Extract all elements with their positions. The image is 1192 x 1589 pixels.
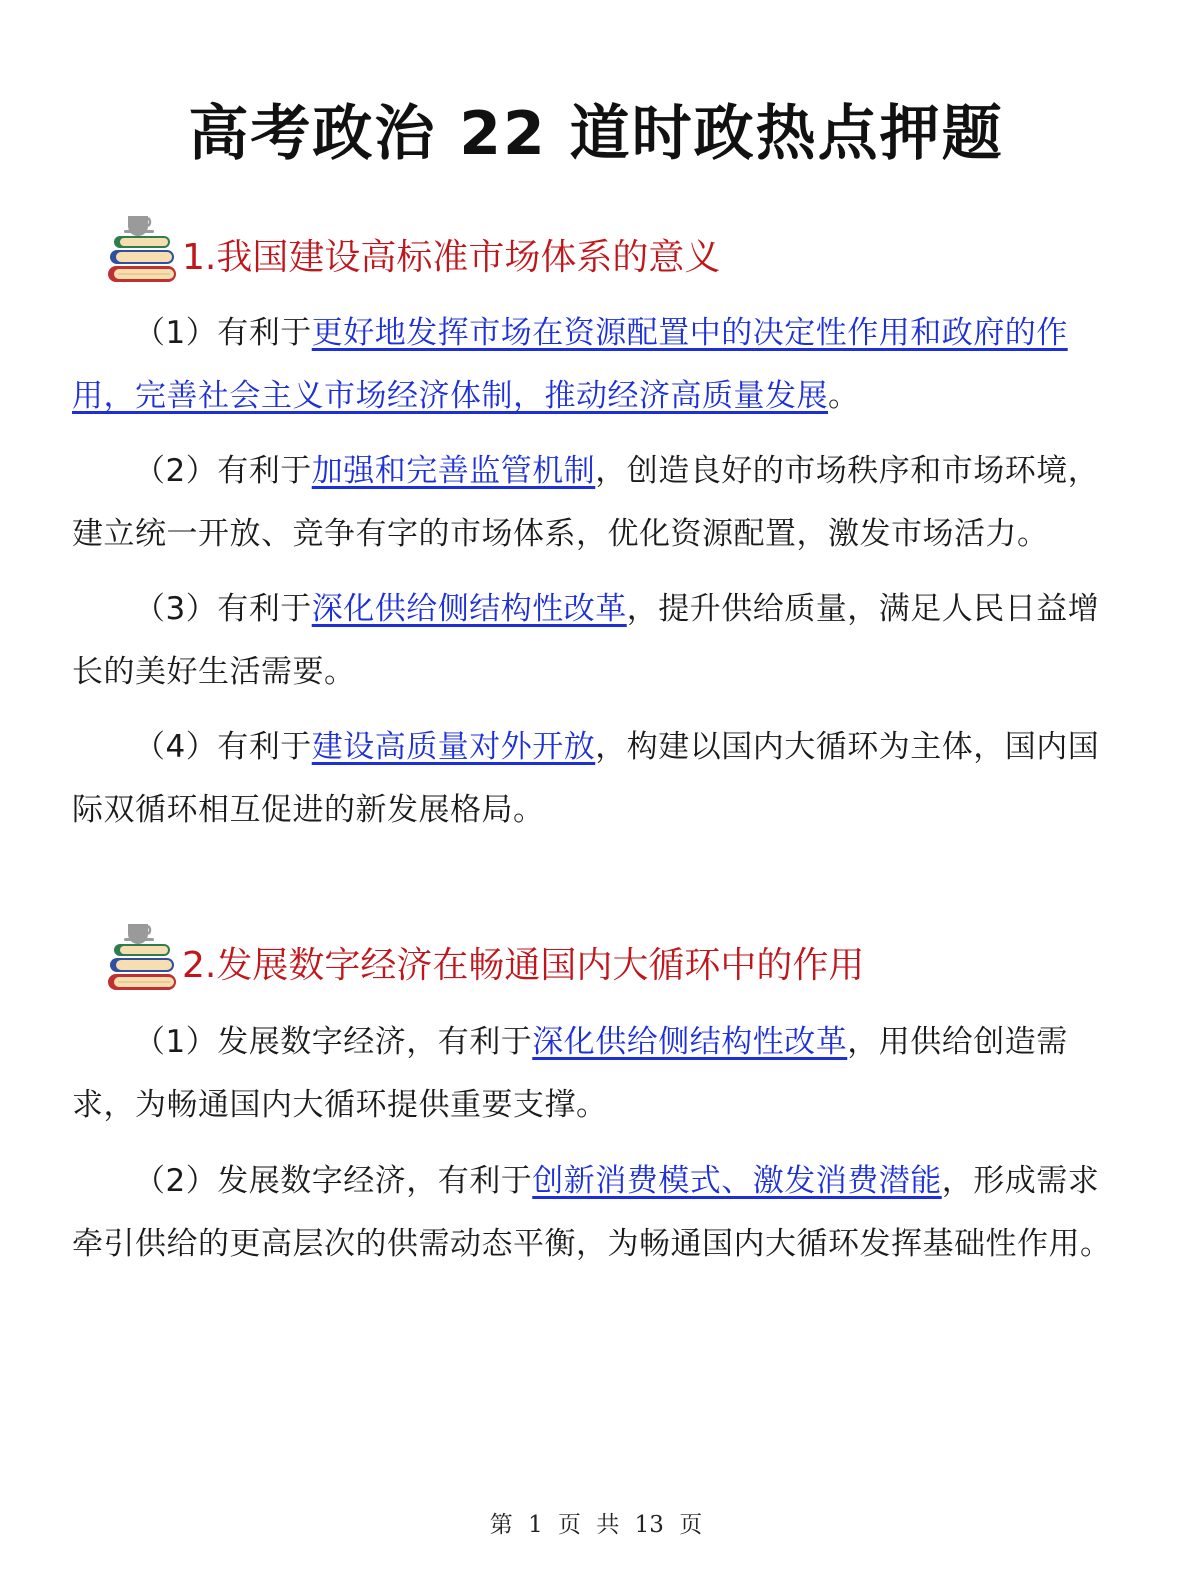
paragraph-lead: （2）有利于 <box>134 453 312 489</box>
paragraph-tail: ，构建以国内大循环为主体，国内国际双循环相互促进的新发展格局。 <box>72 729 1100 828</box>
key-point: 建设高质量对外开放 <box>311 729 596 765</box>
section-1-paragraph-4 <box>72 716 1122 842</box>
paragraph-lead: （2）发展数字经济，有利于 <box>134 1163 533 1199</box>
book-stack-icon <box>108 212 178 296</box>
key-point: 更好地发挥市场在资源配置中的决定性作用和政府的作用，完善社会主义市场经济体制，推动经济高质量发展 <box>72 315 1068 414</box>
key-point: 加强和完善监管机制 <box>311 453 596 489</box>
section-heading-2 <box>108 914 864 1004</box>
paragraph-tail: ，提升供给质量，满足人民日益增长的美好生活需要。 <box>72 591 1100 690</box>
key-point: 深化供给侧结构性改革 <box>532 1024 848 1060</box>
paragraph-lead: （1）发展数字经济，有利于 <box>134 1024 533 1060</box>
page-number-footer: 第 1 页 共 13 页 <box>489 1512 703 1538</box>
section-1-heading: 1.我国建设高标准市场体系的意义 <box>182 237 721 278</box>
section-1-paragraph-3 <box>72 578 1122 704</box>
paragraph-tail: ，形成需求牵引供给的更高层次的供需动态平衡，为畅通国内大循环发挥基础性作用。 <box>72 1163 1112 1262</box>
paragraph-tail: ，创造良好的市场秩序和市场环境，建立统一开放、竞争有字的市场体系，优化资源配置，激发市场活力。 <box>72 453 1100 552</box>
section-1-paragraph-1 <box>72 302 1122 428</box>
page-title: 高考政治 22 道时政热点押题 <box>188 99 1004 169</box>
paragraph-lead: （3）有利于 <box>134 591 312 627</box>
paragraph-tail: ，用供给创造需求，为畅通国内大循环提供重要支撑。 <box>72 1024 1068 1123</box>
paragraph-tail: 。 <box>828 378 860 414</box>
section-1-paragraph-2 <box>72 440 1122 566</box>
section-2-heading: 2.发展数字经济在畅通国内大循环中的作用 <box>182 945 865 986</box>
key-point: 深化供给侧结构性改革 <box>311 591 627 627</box>
paragraph-lead: （1）有利于 <box>134 315 312 351</box>
section-heading-1 <box>108 206 720 296</box>
section-2-paragraph-2 <box>72 1150 1122 1276</box>
book-stack-icon <box>108 920 178 1004</box>
section-2-paragraph-1 <box>72 1011 1122 1137</box>
key-point: 创新消费模式、激发消费潜能 <box>532 1163 942 1199</box>
paragraph-lead: （4）有利于 <box>134 729 312 765</box>
